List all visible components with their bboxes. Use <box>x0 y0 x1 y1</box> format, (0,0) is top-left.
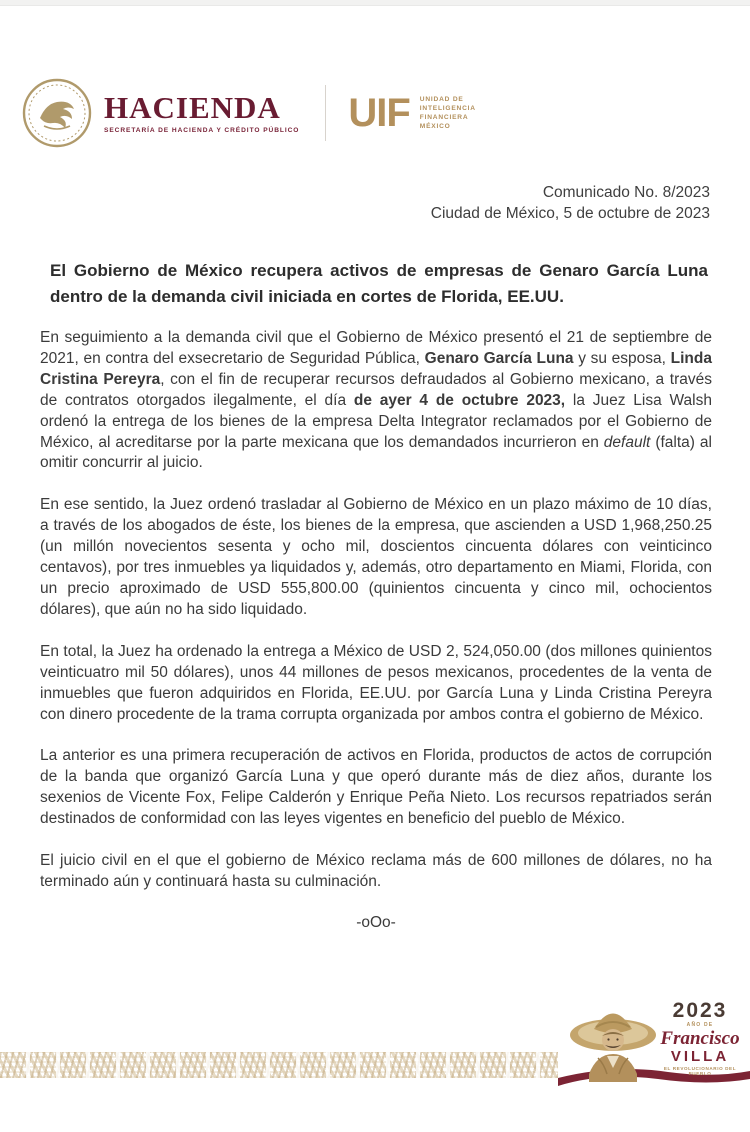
hacienda-wordmark: HACIENDA <box>104 90 281 125</box>
bold-text: Genaro García Luna <box>424 349 574 367</box>
uif-caption <box>420 95 476 131</box>
text-run: , con el fin de recuperar recursos defraudados al Gobierno mexicano, a través de contratos otorgados ilegalmente, el día <box>40 370 713 409</box>
villa-year: 2023 <box>672 999 728 1022</box>
body-paragraphs <box>40 328 712 932</box>
comunicado-number: Comunicado No. 8/2023 <box>542 184 710 201</box>
villa-emblem-text <box>652 1000 748 1076</box>
uif-caption-line: INTELIGENCIA <box>419 105 476 112</box>
text-run: La anterior es una primera recuperación de activos en Florida, productos de actos de corrupción de la banda que organizó García Luna y que operó durante más de diez años, durante los sexenios de Vicente Fox, Felipe Calderón y Enrique Peña Nieto. Los recursos repatriados serán destinados de conformidad con las leyes vigentes en beneficio del pueblo de México. <box>40 747 712 828</box>
text-run: En total, la Juez ha ordenado la entrega a México de USD 2, 524,050.00 (dos millones quinientos veinticuatro mil 50 dólares), unos 44 millones de pesos mexicanos, procedentes de la venta de inmuebles que fueron adquiridos en Florida, EE.UU. por García Luna y Linda Cristina Pereyra con dinero procedente de la trama corrupta organizada por ambos contra el gobierno de México. <box>40 642 712 723</box>
bold-text: de ayer 4 de octubre 2023, <box>353 391 566 409</box>
text-run: (falta) al omitir concurrir al juicio. <box>40 433 712 472</box>
closing-mark: -oOo- <box>356 913 396 931</box>
hacienda-eagle-seal-icon <box>20 76 94 150</box>
hacienda-subtitle: SECRETARÍA DE HACIENDA Y CRÉDITO PÚBLICO <box>104 127 300 134</box>
italic-text: default <box>603 433 651 451</box>
villa-name-script: Francisco <box>660 1028 740 1049</box>
bold-text: Linda Cristina Pereyra <box>40 349 712 388</box>
paragraph <box>40 851 712 893</box>
dateline: Ciudad de México, 5 de octubre de 2023 <box>430 205 710 222</box>
letterhead <box>20 76 476 150</box>
logo-divider <box>325 85 326 141</box>
hacienda-logo <box>104 92 299 134</box>
paragraph <box>40 495 712 620</box>
paragraph <box>40 642 712 726</box>
text-run: la Juez Lisa Walsh ordenó la entrega de los bienes de la empresa Delta Integrator reclamados por el Gobierno de México, al acreditarse por la parte mexicana que los demandados incurrieron en <box>40 391 712 451</box>
uif-caption-line: MÉXICO <box>419 123 451 130</box>
text-run: En seguimiento a la demanda civil que el Gobierno de México presentó el 21 de septiembre de 2021, en contra del exsecretario de Seguridad Pública, <box>40 329 712 367</box>
text-run: El juicio civil en el que el gobierno de México reclama más de 600 millones de dólares, no ha terminado aún y continuará hasta su culminación. <box>40 852 712 890</box>
villa-ano-de: AÑO DE <box>686 1022 714 1028</box>
uif-logo <box>348 93 475 133</box>
text-run: y su esposa, <box>573 349 671 367</box>
paragraph <box>40 746 712 830</box>
uif-caption-line: FINANCIERA <box>419 114 469 121</box>
press-release-title: El Gobierno de México recupera activos de empresas de Genaro García Luna dentro de la demanda civil iniciada en cortes de Florida, EE.UU. <box>50 261 708 306</box>
uif-caption-line: UNIDAD DE <box>419 96 464 103</box>
villa-2023-emblem <box>558 992 750 1092</box>
comunicado-meta <box>431 182 710 224</box>
text-run: En ese sentido, la Juez ordenó trasladar al Gobierno de México en un plazo máximo de 10 días, a través de los abogados de éste, los bienes de la empresa, que ascienden a USD 1,968,250.25 (un millón novecientos sesenta y ocho mil, doscientos cincuenta dólares con veinticinco centavos), por tres inmuebles ya liquidados y, además, otro departamento en Miami, Florida, con un precio aproximado de USD 555,800.00 (quinientos cincuenta y cinco mil, ochocientos dólares), que aún no ha sido liquidado. <box>40 496 712 618</box>
villa-name-caps: VILLA <box>670 1048 730 1065</box>
page-top-edge <box>0 0 750 6</box>
paragraph <box>40 328 712 474</box>
uif-wordmark: UIF <box>348 91 410 135</box>
villa-tagline: EL REVOLUCIONARIO DEL PUEBLO <box>663 1066 737 1076</box>
